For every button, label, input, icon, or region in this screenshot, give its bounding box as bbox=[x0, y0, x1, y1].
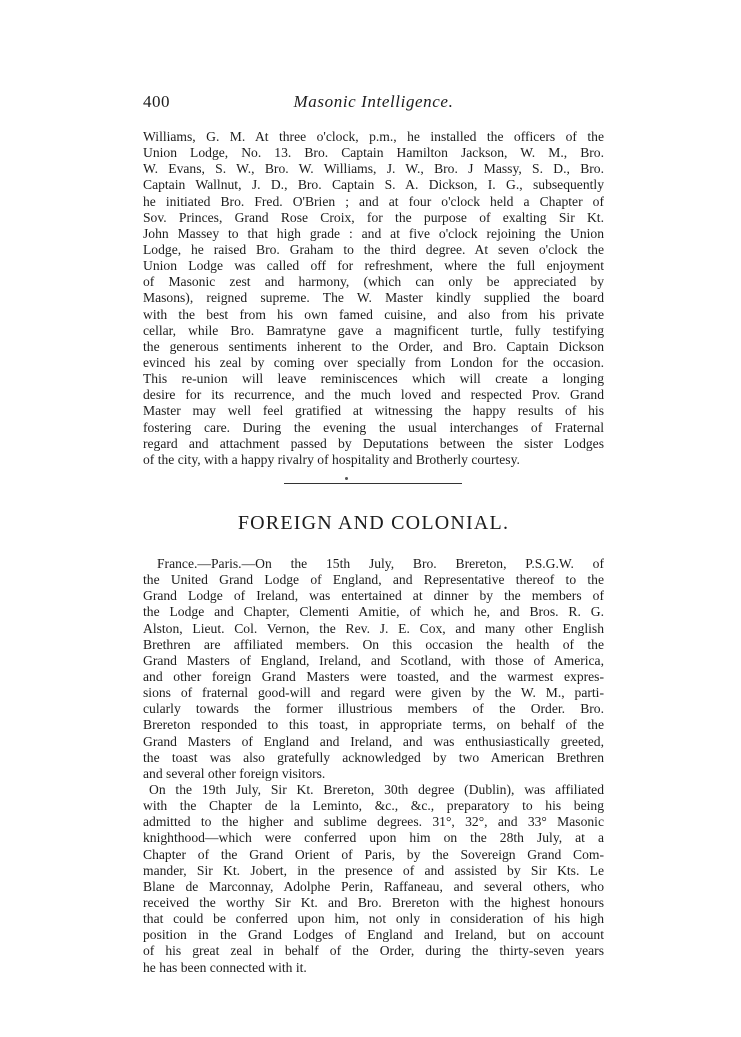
text-line: evinced his zeal by coming over specially from London for the occasion. bbox=[143, 354, 604, 370]
text-line: he initiated Bro. Fred. O'Brien ; and at four o'clock held a Chapter of bbox=[143, 193, 604, 209]
text-line: Master may well feel gratified at witnessing the happy results of his bbox=[143, 403, 604, 419]
text-line: mander, Sir Kt. Jobert, in the presence of and assisted by Sir Kts. Le bbox=[143, 862, 604, 878]
text-line: Masons), reigned supreme. The W. Master kindly supplied the board bbox=[143, 290, 604, 306]
text-line: with the Chapter de la Leminto, &c., &c., preparatory to his being bbox=[143, 798, 604, 814]
text-line: the toast was also gratefully acknowledged by two American Brethren bbox=[143, 749, 604, 765]
text-line: and several other foreign visitors. bbox=[143, 765, 326, 781]
text-line: desire for its recurrence, and the much loved and respected Prov. Grand bbox=[143, 387, 604, 403]
text-line: On the 19th July, Sir Kt. Brereton, 30th degree (Dublin), was affiliated bbox=[149, 781, 604, 797]
text-line: Chapter of the Grand Orient of Paris, by the Sovereign Grand Com- bbox=[143, 846, 604, 862]
text-line: This re-union will leave reminiscences which will create a longing bbox=[143, 371, 604, 387]
text-line: Sov. Princes, Grand Rose Croix, for the purpose of exalting Sir Kt. bbox=[143, 209, 604, 225]
text-line: that could be conferred upon him, not only in consideration of his high bbox=[143, 911, 604, 927]
text-line: fostering care. During the evening the usual interchanges of Fraternal bbox=[143, 419, 604, 435]
text-line: Grand Masters of England and Ireland, and was enthusiastically greeted, bbox=[143, 733, 604, 749]
section-foreign-colonial-body bbox=[143, 556, 604, 976]
page-header bbox=[143, 92, 604, 116]
paragraph-williams bbox=[143, 129, 604, 468]
text-line: Brethren are affiliated members. On this occasion the health of the bbox=[143, 636, 604, 652]
text-line: of his great zeal in behalf of the Order, during the thirty-seven years bbox=[143, 943, 604, 959]
text-line: Grand Lodge of Ireland, was entertained at dinner by the members of bbox=[143, 588, 604, 604]
text-line: France.—Paris.—On the 15th July, Bro. Brereton, P.S.G.W. of bbox=[157, 556, 604, 571]
text-line: the Lodge and Chapter, Clementi Amitie, of which he, and Bros. R. G. bbox=[143, 604, 604, 620]
text-line: sions of fraternal good-will and regard were given by the W. M., parti- bbox=[143, 685, 604, 701]
text-line: admitted to the higher and sublime degrees. 31°, 32°, and 33° Masonic bbox=[143, 814, 604, 830]
text-line: Union Lodge, No. 13. Bro. Captain Hamilton Jackson, W. M., Bro. bbox=[143, 145, 604, 161]
text-line: Grand Masters of England, Ireland, and Scotland, with those of America, bbox=[143, 652, 604, 668]
text-line: regard and attachment passed by Deputations between the sister Lodges bbox=[143, 435, 604, 451]
ornament-dot bbox=[345, 477, 348, 480]
text-line: of the city, with a happy rivalry of hospitality and Brotherly courtesy. bbox=[143, 451, 520, 467]
text-line: Blane de Marconnay, Adolphe Perin, Raffaneau, and several others, who bbox=[143, 878, 604, 894]
text-line: cularly towards the former illustrious members of the Order. Bro. bbox=[143, 701, 604, 717]
section-title: FOREIGN AND COLONIAL. bbox=[237, 512, 510, 534]
text-line: position in the Grand Lodges of England and Ireland, but on account bbox=[143, 927, 604, 943]
text-line: the generous sentiments inherent to the Order, and Bro. Captain Dickson bbox=[143, 338, 604, 354]
section-divider bbox=[284, 483, 462, 484]
text-line: Captain Wallnut, J. D., Bro. Captain S. A. Dickson, I. G., subsequently bbox=[143, 177, 604, 193]
text-line: with the best from his own famed cuisine, and also from his private bbox=[143, 306, 604, 322]
text-line: Williams, G. M. At three o'clock, p.m., he installed the officers of the bbox=[143, 129, 604, 144]
text-line: knighthood—which were conferred upon him on the 28th July, at a bbox=[143, 830, 604, 846]
page-number: 400 bbox=[143, 92, 170, 111]
text-line: of Masonic zest and harmony, (which can only be appreciated by bbox=[143, 274, 604, 290]
text-line: he has been connected with it. bbox=[143, 959, 307, 975]
text-line: the United Grand Lodge of England, and Representative thereof to the bbox=[143, 572, 604, 588]
text-line: received the worthy Sir Kt. and Bro. Brereton with the highest honours bbox=[143, 894, 604, 910]
text-line: Lodge, he raised Bro. Graham to the third degree. At seven o'clock the bbox=[143, 241, 604, 257]
text-line: cellar, while Bro. Bamratyne gave a magnificent turtle, fully testifying bbox=[143, 322, 604, 338]
text-line: Brereton responded to this toast, in appropriate terms, on behalf of the bbox=[143, 717, 604, 733]
text-line: John Massey to that high grade : and at five o'clock rejoining the Union bbox=[143, 225, 604, 241]
text-line: Alston, Lieut. Col. Vernon, the Rev. J. E. Cox, and many other English bbox=[143, 620, 604, 636]
text-line: Union Lodge was called off for refreshment, where the full enjoyment bbox=[143, 258, 604, 274]
running-title: Masonic Intelligence. bbox=[293, 92, 454, 111]
text-line: and other foreign Grand Masters were toasted, and the warmest expres- bbox=[143, 668, 604, 684]
text-line: W. Evans, S. W., Bro. W. Williams, J. W., Bro. J Massy, S. D., Bro. bbox=[143, 161, 604, 177]
